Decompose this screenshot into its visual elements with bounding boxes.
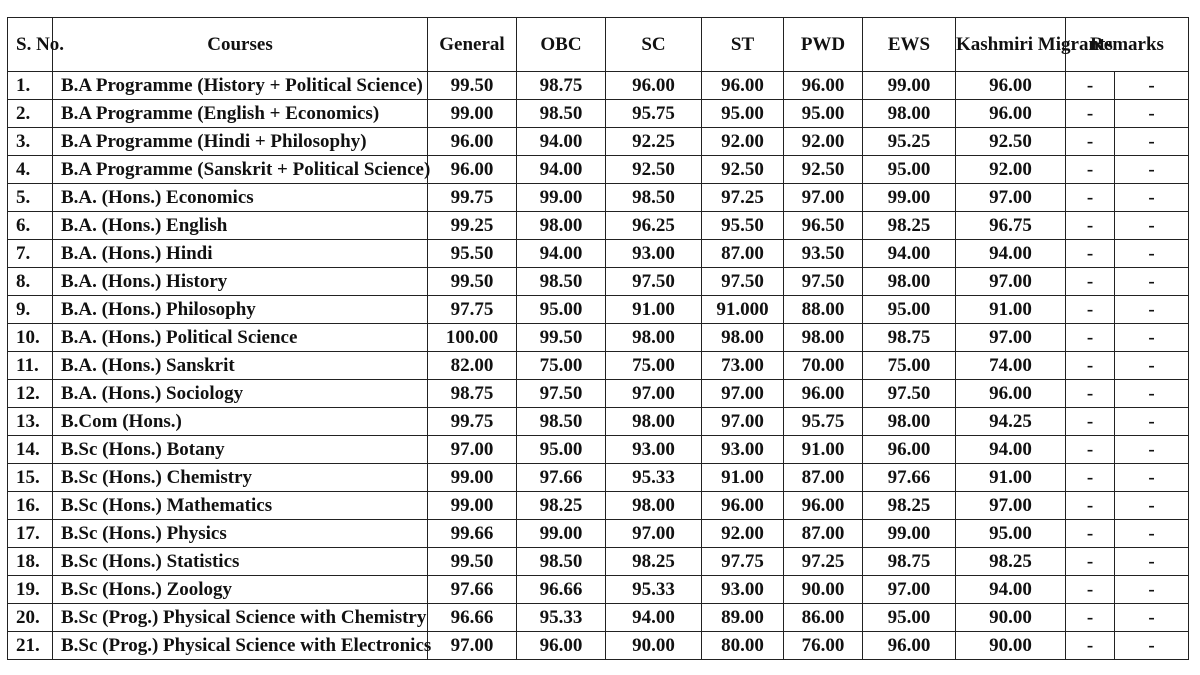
cell-kashmiri-migrants: 91.00 xyxy=(956,464,1066,492)
cell-remarks-b: - xyxy=(1115,240,1189,268)
cell-ews: 96.00 xyxy=(863,436,956,464)
cell-remarks-b: - xyxy=(1115,268,1189,296)
cell-obc: 98.50 xyxy=(517,268,606,296)
cell-sc: 92.25 xyxy=(606,128,702,156)
cell-sno: 6. xyxy=(8,212,53,240)
cell-remarks-a: - xyxy=(1066,324,1115,352)
cell-remarks-a: - xyxy=(1066,604,1115,632)
cell-sno: 17. xyxy=(8,520,53,548)
cell-sno: 1. xyxy=(8,72,53,100)
cell-course: B.A. (Hons.) Sociology xyxy=(53,380,428,408)
cell-kashmiri-migrants: 92.50 xyxy=(956,128,1066,156)
cell-st: 92.50 xyxy=(702,156,784,184)
cell-remarks-a: - xyxy=(1066,492,1115,520)
cell-ews: 75.00 xyxy=(863,352,956,380)
cell-course: B.A Programme (Sanskrit + Political Science) xyxy=(53,156,428,184)
cell-remarks-a: - xyxy=(1066,240,1115,268)
cell-remarks-b: - xyxy=(1115,632,1189,660)
header-row xyxy=(8,18,1189,72)
table-row xyxy=(8,156,1189,184)
cell-sno: 4. xyxy=(8,156,53,184)
cell-general: 98.75 xyxy=(428,380,517,408)
cell-kashmiri-migrants: 97.00 xyxy=(956,184,1066,212)
cell-ews: 96.00 xyxy=(863,632,956,660)
cell-sc: 93.00 xyxy=(606,240,702,268)
cell-ews: 95.00 xyxy=(863,604,956,632)
cell-course: B.A Programme (Hindi + Philosophy) xyxy=(53,128,428,156)
cell-general: 97.66 xyxy=(428,576,517,604)
cell-sc: 98.50 xyxy=(606,184,702,212)
cell-st: 91.00 xyxy=(702,464,784,492)
cutoff-sheet xyxy=(7,17,1189,660)
cell-pwd: 98.00 xyxy=(784,324,863,352)
cell-sno: 20. xyxy=(8,604,53,632)
cell-pwd: 96.00 xyxy=(784,72,863,100)
cell-general: 99.75 xyxy=(428,184,517,212)
cell-sc: 97.00 xyxy=(606,520,702,548)
cell-sno: 3. xyxy=(8,128,53,156)
cell-general: 97.00 xyxy=(428,436,517,464)
cell-obc: 99.50 xyxy=(517,324,606,352)
cell-st: 96.00 xyxy=(702,492,784,520)
table-row xyxy=(8,296,1189,324)
cell-sno: 15. xyxy=(8,464,53,492)
cell-remarks-b: - xyxy=(1115,324,1189,352)
cell-pwd: 92.50 xyxy=(784,156,863,184)
cell-ews: 98.75 xyxy=(863,548,956,576)
table-row xyxy=(8,212,1189,240)
header-sc: SC xyxy=(606,18,702,72)
cell-remarks-a: - xyxy=(1066,296,1115,324)
cell-obc: 98.50 xyxy=(517,100,606,128)
cell-general: 99.50 xyxy=(428,72,517,100)
cell-course: B.Com (Hons.) xyxy=(53,408,428,436)
cell-sc: 90.00 xyxy=(606,632,702,660)
cell-obc: 96.00 xyxy=(517,632,606,660)
cell-general: 97.00 xyxy=(428,632,517,660)
cell-general: 96.00 xyxy=(428,156,517,184)
cell-kashmiri-migrants: 94.00 xyxy=(956,436,1066,464)
table-row xyxy=(8,72,1189,100)
cell-sc: 95.75 xyxy=(606,100,702,128)
cell-sc: 93.00 xyxy=(606,436,702,464)
cell-kashmiri-migrants: 96.00 xyxy=(956,100,1066,128)
cell-obc: 94.00 xyxy=(517,156,606,184)
cell-obc: 99.00 xyxy=(517,520,606,548)
cell-obc: 98.50 xyxy=(517,548,606,576)
cell-kashmiri-migrants: 97.00 xyxy=(956,324,1066,352)
cell-st: 93.00 xyxy=(702,576,784,604)
cell-course: B.A. (Hons.) Economics xyxy=(53,184,428,212)
cell-remarks-a: - xyxy=(1066,436,1115,464)
cell-sno: 10. xyxy=(8,324,53,352)
cell-kashmiri-migrants: 95.00 xyxy=(956,520,1066,548)
cell-ews: 98.25 xyxy=(863,212,956,240)
cell-sc: 98.00 xyxy=(606,324,702,352)
cell-ews: 95.25 xyxy=(863,128,956,156)
cell-course: B.A. (Hons.) Political Science xyxy=(53,324,428,352)
cell-kashmiri-migrants: 94.25 xyxy=(956,408,1066,436)
cell-sc: 97.50 xyxy=(606,268,702,296)
cell-kashmiri-migrants: 74.00 xyxy=(956,352,1066,380)
table-body xyxy=(8,72,1189,660)
cell-remarks-b: - xyxy=(1115,352,1189,380)
table-row xyxy=(8,100,1189,128)
table-row xyxy=(8,324,1189,352)
cell-remarks-a: - xyxy=(1066,156,1115,184)
cell-pwd: 86.00 xyxy=(784,604,863,632)
cell-sno: 19. xyxy=(8,576,53,604)
cell-obc: 97.50 xyxy=(517,380,606,408)
cell-obc: 97.66 xyxy=(517,464,606,492)
table-row xyxy=(8,464,1189,492)
cell-pwd: 96.00 xyxy=(784,380,863,408)
cell-remarks-b: - xyxy=(1115,492,1189,520)
cell-remarks-a: - xyxy=(1066,548,1115,576)
cell-ews: 97.00 xyxy=(863,576,956,604)
cell-kashmiri-migrants: 96.00 xyxy=(956,72,1066,100)
cell-remarks-a: - xyxy=(1066,464,1115,492)
cell-sc: 91.00 xyxy=(606,296,702,324)
cell-sno: 8. xyxy=(8,268,53,296)
cell-ews: 98.00 xyxy=(863,408,956,436)
cell-pwd: 76.00 xyxy=(784,632,863,660)
cell-obc: 99.00 xyxy=(517,184,606,212)
cell-course: B.Sc (Hons.) Botany xyxy=(53,436,428,464)
cell-sno: 18. xyxy=(8,548,53,576)
cell-pwd: 92.00 xyxy=(784,128,863,156)
cell-pwd: 96.50 xyxy=(784,212,863,240)
cell-sc: 94.00 xyxy=(606,604,702,632)
cell-st: 96.00 xyxy=(702,72,784,100)
cell-sno: 14. xyxy=(8,436,53,464)
cell-course: B.A Programme (History + Political Science) xyxy=(53,72,428,100)
cell-course: B.Sc (Prog.) Physical Science with Electronics xyxy=(53,632,428,660)
cell-ews: 98.25 xyxy=(863,492,956,520)
table-row xyxy=(8,436,1189,464)
table-row xyxy=(8,548,1189,576)
cell-pwd: 97.50 xyxy=(784,268,863,296)
cell-st: 80.00 xyxy=(702,632,784,660)
cell-st: 97.00 xyxy=(702,380,784,408)
cell-general: 99.00 xyxy=(428,100,517,128)
cell-pwd: 87.00 xyxy=(784,520,863,548)
cell-sno: 21. xyxy=(8,632,53,660)
cell-st: 97.25 xyxy=(702,184,784,212)
cell-course: B.A. (Hons.) English xyxy=(53,212,428,240)
table-row xyxy=(8,408,1189,436)
cell-obc: 96.66 xyxy=(517,576,606,604)
cell-general: 99.25 xyxy=(428,212,517,240)
cell-course: B.A Programme (English + Economics) xyxy=(53,100,428,128)
cell-obc: 98.50 xyxy=(517,408,606,436)
cell-general: 100.00 xyxy=(428,324,517,352)
table-row xyxy=(8,380,1189,408)
cell-remarks-b: - xyxy=(1115,128,1189,156)
cell-sc: 96.00 xyxy=(606,72,702,100)
cell-remarks-a: - xyxy=(1066,520,1115,548)
cell-kashmiri-migrants: 98.25 xyxy=(956,548,1066,576)
cell-ews: 97.66 xyxy=(863,464,956,492)
cell-remarks-b: - xyxy=(1115,212,1189,240)
table-row xyxy=(8,492,1189,520)
cell-ews: 95.00 xyxy=(863,296,956,324)
cell-remarks-a: - xyxy=(1066,408,1115,436)
cell-ews: 98.00 xyxy=(863,100,956,128)
cell-obc: 94.00 xyxy=(517,240,606,268)
cell-pwd: 93.50 xyxy=(784,240,863,268)
cell-pwd: 95.00 xyxy=(784,100,863,128)
header-pwd: PWD xyxy=(784,18,863,72)
table-row xyxy=(8,268,1189,296)
cell-pwd: 70.00 xyxy=(784,352,863,380)
cell-kashmiri-migrants: 90.00 xyxy=(956,632,1066,660)
cell-course: B.Sc (Hons.) Physics xyxy=(53,520,428,548)
header-ews: EWS xyxy=(863,18,956,72)
cell-remarks-a: - xyxy=(1066,380,1115,408)
cell-st: 98.00 xyxy=(702,324,784,352)
cell-sno: 9. xyxy=(8,296,53,324)
cell-course: B.A. (Hons.) History xyxy=(53,268,428,296)
cell-remarks-b: - xyxy=(1115,380,1189,408)
header-sno xyxy=(8,18,65,72)
cell-sc: 75.00 xyxy=(606,352,702,380)
table-row xyxy=(8,352,1189,380)
cell-remarks-a: - xyxy=(1066,268,1115,296)
cell-ews: 99.00 xyxy=(863,72,956,100)
cell-remarks-a: - xyxy=(1066,352,1115,380)
cell-course: B.A. (Hons.) Hindi xyxy=(53,240,428,268)
cell-sno: 13. xyxy=(8,408,53,436)
cell-remarks-a: - xyxy=(1066,72,1115,100)
cell-st: 95.00 xyxy=(702,100,784,128)
header-kashmiri-label: Kashmiri Migrants xyxy=(956,33,1113,55)
cell-sno: 5. xyxy=(8,184,53,212)
cell-ews: 98.75 xyxy=(863,324,956,352)
cell-general: 99.50 xyxy=(428,268,517,296)
cell-remarks-b: - xyxy=(1115,296,1189,324)
cell-remarks-b: - xyxy=(1115,576,1189,604)
cell-remarks-b: - xyxy=(1115,464,1189,492)
cell-remarks-b: - xyxy=(1115,604,1189,632)
cell-kashmiri-migrants: 96.75 xyxy=(956,212,1066,240)
cell-obc: 98.25 xyxy=(517,492,606,520)
cell-obc: 75.00 xyxy=(517,352,606,380)
cell-pwd: 87.00 xyxy=(784,464,863,492)
cell-kashmiri-migrants: 91.00 xyxy=(956,296,1066,324)
cell-sc: 95.33 xyxy=(606,576,702,604)
cell-general: 82.00 xyxy=(428,352,517,380)
cell-pwd: 95.75 xyxy=(784,408,863,436)
cell-sno: 16. xyxy=(8,492,53,520)
cell-general: 99.00 xyxy=(428,492,517,520)
cell-st: 97.75 xyxy=(702,548,784,576)
cell-remarks-b: - xyxy=(1115,436,1189,464)
header-obc: OBC xyxy=(517,18,606,72)
cell-remarks-a: - xyxy=(1066,212,1115,240)
cell-pwd: 91.00 xyxy=(784,436,863,464)
cell-pwd: 90.00 xyxy=(784,576,863,604)
cell-remarks-b: - xyxy=(1115,72,1189,100)
cell-ews: 99.00 xyxy=(863,520,956,548)
cell-remarks-b: - xyxy=(1115,548,1189,576)
cell-st: 97.00 xyxy=(702,408,784,436)
cell-st: 87.00 xyxy=(702,240,784,268)
cell-sc: 96.25 xyxy=(606,212,702,240)
cell-sno: 12. xyxy=(8,380,53,408)
cell-sno: 2. xyxy=(8,100,53,128)
cell-ews: 94.00 xyxy=(863,240,956,268)
cell-sc: 95.33 xyxy=(606,464,702,492)
cell-course: B.A. (Hons.) Sanskrit xyxy=(53,352,428,380)
cell-kashmiri-migrants: 97.00 xyxy=(956,268,1066,296)
cell-kashmiri-migrants: 94.00 xyxy=(956,240,1066,268)
table-row xyxy=(8,632,1189,660)
header-st: ST xyxy=(702,18,784,72)
cell-general: 97.75 xyxy=(428,296,517,324)
cell-general: 96.00 xyxy=(428,128,517,156)
cell-course: B.A. (Hons.) Philosophy xyxy=(53,296,428,324)
cell-remarks-a: - xyxy=(1066,128,1115,156)
cell-st: 97.50 xyxy=(702,268,784,296)
cell-sno: 11. xyxy=(8,352,53,380)
cell-course: B.Sc (Hons.) Chemistry xyxy=(53,464,428,492)
header-kashmiri-migrants xyxy=(956,18,1113,72)
cell-remarks-a: - xyxy=(1066,100,1115,128)
cell-course: B.Sc (Hons.) Zoology xyxy=(53,576,428,604)
cell-pwd: 97.00 xyxy=(784,184,863,212)
table-row xyxy=(8,576,1189,604)
cell-kashmiri-migrants: 97.00 xyxy=(956,492,1066,520)
cell-st: 92.00 xyxy=(702,520,784,548)
cell-obc: 98.00 xyxy=(517,212,606,240)
table-row xyxy=(8,184,1189,212)
cell-pwd: 96.00 xyxy=(784,492,863,520)
cell-course: B.Sc (Prog.) Physical Science with Chemistry xyxy=(53,604,428,632)
cell-ews: 97.50 xyxy=(863,380,956,408)
cell-remarks-a: - xyxy=(1066,632,1115,660)
cell-general: 99.00 xyxy=(428,464,517,492)
cell-pwd: 97.25 xyxy=(784,548,863,576)
cell-st: 93.00 xyxy=(702,436,784,464)
cell-course: B.Sc (Hons.) Mathematics xyxy=(53,492,428,520)
cell-kashmiri-migrants: 94.00 xyxy=(956,576,1066,604)
table-row xyxy=(8,240,1189,268)
cell-general: 99.66 xyxy=(428,520,517,548)
cell-obc: 95.33 xyxy=(517,604,606,632)
cell-general: 99.50 xyxy=(428,548,517,576)
cell-general: 99.75 xyxy=(428,408,517,436)
cell-obc: 95.00 xyxy=(517,436,606,464)
cell-kashmiri-migrants: 92.00 xyxy=(956,156,1066,184)
cell-remarks-b: - xyxy=(1115,100,1189,128)
cell-kashmiri-migrants: 96.00 xyxy=(956,380,1066,408)
cell-st: 95.50 xyxy=(702,212,784,240)
cell-sno: 7. xyxy=(8,240,53,268)
cell-st: 92.00 xyxy=(702,128,784,156)
cell-sc: 98.00 xyxy=(606,408,702,436)
cell-general: 95.50 xyxy=(428,240,517,268)
table-row xyxy=(8,520,1189,548)
cell-course: B.Sc (Hons.) Statistics xyxy=(53,548,428,576)
cell-ews: 98.00 xyxy=(863,268,956,296)
cell-sc: 97.00 xyxy=(606,380,702,408)
cell-st: 89.00 xyxy=(702,604,784,632)
header-general: General xyxy=(428,18,517,72)
cell-obc: 95.00 xyxy=(517,296,606,324)
table-row xyxy=(8,128,1189,156)
cell-kashmiri-migrants: 90.00 xyxy=(956,604,1066,632)
header-sno-label: S. No. xyxy=(16,33,65,55)
cell-remarks-a: - xyxy=(1066,576,1115,604)
cell-ews: 95.00 xyxy=(863,156,956,184)
cell-sc: 92.50 xyxy=(606,156,702,184)
cutoff-table xyxy=(7,17,1189,660)
table-row xyxy=(8,604,1189,632)
cell-st: 91.000 xyxy=(702,296,784,324)
cell-remarks-b: - xyxy=(1115,520,1189,548)
cell-remarks-b: - xyxy=(1115,184,1189,212)
header-remarks: Remarks xyxy=(1066,18,1189,72)
cell-pwd: 88.00 xyxy=(784,296,863,324)
cell-remarks-b: - xyxy=(1115,408,1189,436)
cell-obc: 98.75 xyxy=(517,72,606,100)
cell-remarks-a: - xyxy=(1066,184,1115,212)
cell-sc: 98.00 xyxy=(606,492,702,520)
cell-obc: 94.00 xyxy=(517,128,606,156)
cell-general: 96.66 xyxy=(428,604,517,632)
header-courses: Courses xyxy=(53,18,428,72)
table-header xyxy=(8,18,1189,72)
cell-sc: 98.25 xyxy=(606,548,702,576)
cell-remarks-b: - xyxy=(1115,156,1189,184)
cell-ews: 99.00 xyxy=(863,184,956,212)
cell-st: 73.00 xyxy=(702,352,784,380)
